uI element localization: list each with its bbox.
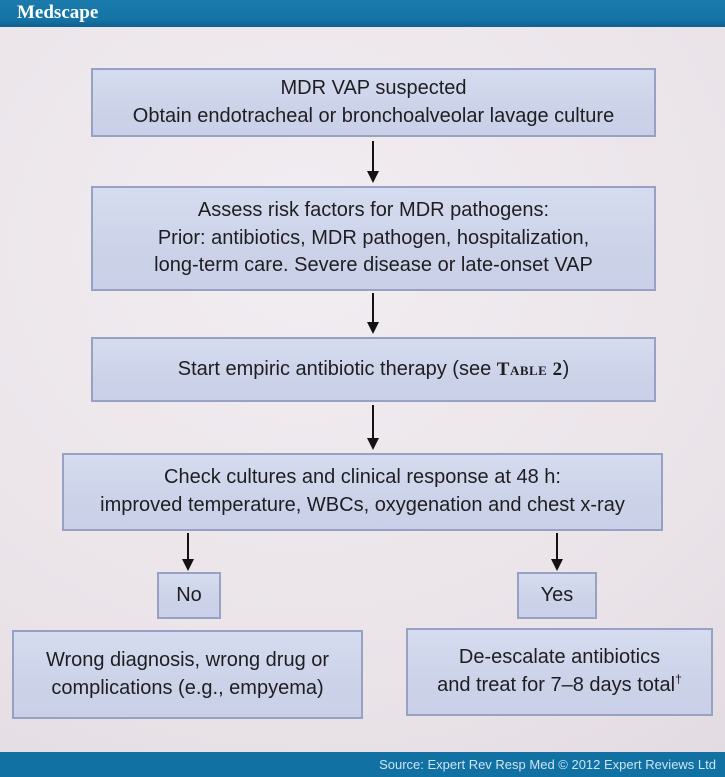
flow-arrow-to-no — [181, 533, 195, 571]
flow-box-wrong-diagnosis — [12, 630, 363, 719]
flow-box-start-empiric-therapy — [91, 337, 656, 402]
arrow-shaft — [372, 293, 374, 323]
box-text-line: Obtain endotracheal or bronchoalveolar lavage culture — [132, 104, 615, 127]
flow-arrow-down-3 — [366, 405, 380, 450]
flow-arrow-to-yes — [550, 533, 564, 571]
arrow-shaft — [187, 533, 189, 560]
box-text-line: complications (e.g., empyema) — [51, 676, 324, 699]
box-text-line: Check cultures and clinical response at 48 h: — [164, 466, 561, 489]
empiric-prefix: Start empiric antibiotic therapy (see — [177, 357, 497, 380]
box-text-line — [178, 356, 570, 384]
flow-box-yes — [517, 572, 597, 619]
arrow-shaft — [556, 533, 558, 560]
yes-label: Yes — [540, 583, 574, 606]
flow-arrow-down-1 — [366, 141, 380, 183]
flow-box-deescalate — [406, 628, 713, 716]
header-bar — [0, 0, 725, 27]
flow-box-no — [157, 572, 221, 619]
table-2-reference: Table 2 — [496, 358, 563, 380]
box-text-line: Wrong diagnosis, wrong drug or — [45, 648, 330, 671]
source-attribution: Source: Expert Rev Resp Med © 2012 Expert Reviews Ltd — [379, 757, 716, 772]
box-text-line: De-escalate antibiotics — [458, 646, 661, 669]
arrow-head-icon — [182, 559, 194, 571]
arrow-head-icon — [367, 438, 379, 450]
arrow-shaft — [372, 141, 374, 172]
flow-box-check-cultures — [62, 453, 663, 531]
flow-box-mdr-vap-suspected — [91, 68, 656, 137]
box-text-line — [437, 672, 682, 700]
box-text-line: Assess risk factors for MDR pathogens: — [197, 199, 550, 222]
arrow-head-icon — [367, 322, 379, 334]
flow-arrow-down-2 — [366, 293, 380, 334]
medscape-logo: Medscape — [17, 2, 99, 23]
box-text-line: MDR VAP suspected — [280, 76, 467, 99]
box-text-line: improved temperature, WBCs, oxygenation and chest x-ray — [100, 494, 625, 516]
footer-bar — [0, 752, 725, 777]
arrow-shaft — [372, 405, 374, 439]
deescalate-text: and treat for 7–8 days total — [437, 674, 676, 696]
arrow-head-icon — [367, 171, 379, 183]
box-text-line: long-term care. Severe disease or late-onset VAP — [154, 254, 593, 277]
empiric-suffix: ) — [562, 357, 570, 380]
arrow-head-icon — [551, 559, 563, 571]
flow-box-assess-risk-factors — [91, 186, 656, 291]
no-label: No — [176, 583, 202, 606]
box-text-line: Prior: antibiotics, MDR pathogen, hospitalization, — [157, 226, 590, 249]
dagger-footnote-marker: † — [675, 672, 682, 687]
